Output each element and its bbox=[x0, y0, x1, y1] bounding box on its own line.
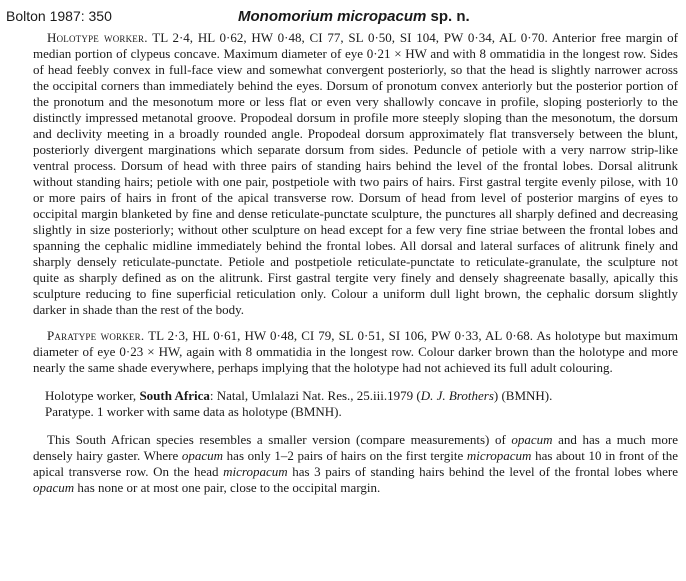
paratype-description: As holotype but maximum diameter of eye 0·23 × HW, again with 8 ommatidia in the longest row. Colour darker brown than the holotype and more nearly the same shade everywhere, perhaps implying that the holotype had not achieved its full adult colouring. bbox=[33, 328, 678, 375]
species-description bbox=[33, 30, 678, 496]
citation: Bolton 1987: 350 bbox=[6, 8, 112, 24]
discussion-text: This South African species resembles a smaller version (compare measurements) of bbox=[47, 432, 506, 447]
paratype-material: Paratype. 1 worker with same data as holotype (BMNH). bbox=[45, 404, 342, 419]
taxon-ref: micropacum bbox=[223, 464, 288, 479]
holotype-paragraph bbox=[33, 30, 678, 318]
collector: D. J. Brothers bbox=[420, 388, 494, 403]
material-examined bbox=[33, 388, 678, 420]
holotype-measurements: TL 2·4, HL 0·62, HW 0·48, CI 77, SL 0·50, SI 104, PW 0·34, AL 0·70. bbox=[152, 30, 548, 45]
page-header bbox=[6, 6, 676, 28]
depository: ) (BMNH). bbox=[493, 388, 553, 403]
holotype-material-prefix: Holotype worker, bbox=[45, 388, 137, 403]
discussion-text: has none or at most one pair, close to the occipital margin. bbox=[77, 480, 381, 495]
discussion-text: has 3 pairs of standing hairs behind the level of the frontal lobes where bbox=[292, 464, 679, 479]
discussion-text: has about 10 in front of the apical transverse row. On the head bbox=[33, 448, 679, 479]
discussion-text: has only 1–2 pairs of hairs on the first tergite bbox=[226, 448, 464, 463]
holotype-material bbox=[33, 388, 678, 404]
taxon-ref: opacum bbox=[511, 432, 553, 447]
paratype-label: Paratype worker. bbox=[47, 328, 145, 343]
taxon-title bbox=[238, 8, 470, 25]
holotype-description: Anterior free margin of median portion of clypeus concave. Maximum diameter of eye 0·21 × HW and with 8 ommatidia in the longest row. Sides of head feebly convex in full-face view and somewhat convergent posteriorly, so that the head is slightly narrower across the occipital corners than immediately behind the eyes. Dorsum of pronotum convex anteriorly but the posterior portion of the pronotum and the mesonotum more or less flat or even very shallowly concave in profile, sloping posteriorly to the distinctly impressed metanotal groove. Propodeal dorsum in profile more steeply sloping than the mesonotum, the dorsum and declivity meeting in a broadly rounded angle. Propodeal dorsum approximately flat transversely between the blunt, posteriorly divergent marginations which separate dorsum from sides. Peduncle of petiole with a very narrow strip-like ventral process. Dorsum of head with three pairs of standing hairs behind the level of the frontal lobes. Dorsal alitrunk without standing hairs; petiole with one pair, postpetiole with two pairs of hairs. First gastral tergite evenly pilose, with 10 or more pairs of hairs in front of the apical transverse row. Dorsum of head from level of posterior margins of eyes to occipital margin blanketed by fine and dense reticulate-punctate sculpture, the punctures all sharply defined and decreasing slightly in size posteriorly; without other sculpture on head except for a few very fine striae between the frontal lobes and spanning the cephalic midline immediately behind the frontal lobes. All dorsal and lateral surfaces of alitrunk finely and sharply densely reticulate-punctate. Petiole and postpetiole reticulate-punctate to reticulate-granulate, the sculpture not quite as sharply defined as on the alitrunk. First gastral tergite very finely and densely shagreenate basally, apically this sculpture reducing to fine superficial reticulation only. Colour a uniform dull light brown, the cephalic dorsum slightly darker in shade than the rest of the body. bbox=[33, 30, 678, 317]
taxon-ref: opacum bbox=[33, 480, 75, 495]
taxon-ref: opacum bbox=[181, 448, 224, 463]
locality: : Natal, Umlalazi Nat. Res., 25.iii.1979 ( bbox=[209, 388, 421, 403]
taxon-name: Monomorium micropacum bbox=[238, 8, 427, 25]
taxon-ref: micropacum bbox=[466, 448, 532, 463]
holotype-label: Holotype worker. bbox=[47, 30, 148, 45]
discussion-text: and has a much more densely hairy gaster. Where bbox=[33, 432, 678, 463]
discussion-paragraph bbox=[33, 432, 678, 496]
taxon-rank: sp. n. bbox=[430, 8, 470, 25]
paratype-paragraph bbox=[33, 328, 678, 376]
country: South Africa bbox=[139, 388, 210, 403]
paratype-measurements: TL 2·3, HL 0·61, HW 0·48, CI 79, SL 0·51, SI 106, PW 0·33, AL 0·68. bbox=[148, 328, 534, 343]
